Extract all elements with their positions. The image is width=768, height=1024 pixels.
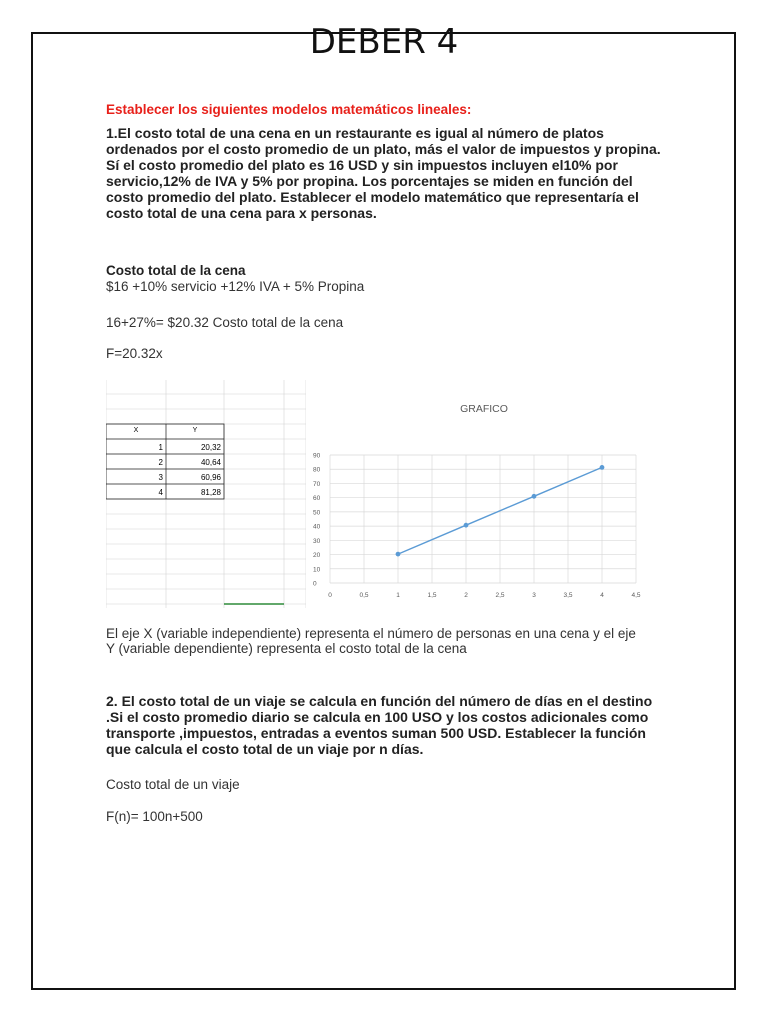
problem-2-line: 2. El costo total de un viaje se calcula en función del número de días en el destino <box>106 693 653 709</box>
spreadsheet-canvas <box>106 380 666 608</box>
table-cell-x: 4 <box>158 488 163 497</box>
problem-1-heading: Costo total de la cena <box>106 263 246 278</box>
y-tick-label: 20 <box>313 552 321 560</box>
x-tick-label: 1 <box>396 592 400 599</box>
problem-2-formula: F(n)= 100n+500 <box>106 809 203 824</box>
y-tick-label: 50 <box>313 509 321 517</box>
y-tick-label: 40 <box>313 523 321 531</box>
x-tick-label: 4 <box>600 592 604 599</box>
table-cell-y: 60,96 <box>200 473 221 482</box>
table-header-y: Y <box>192 427 198 434</box>
x-tick-label: 4,5 <box>631 592 641 599</box>
problem-1-line: costo promedio del plato. Establecer el modelo matemático que representaría el <box>106 189 639 205</box>
x-tick-label: 0,5 <box>359 592 369 599</box>
problem-1-formula: F=20.32x <box>106 346 163 361</box>
problem-2-line: que calcula el costo total de un viaje por n días. <box>106 741 424 757</box>
y-tick-label: 70 <box>313 480 321 488</box>
problem-1-line: 1.El costo total de una cena en un restaurante es igual al número de platos <box>106 125 604 141</box>
y-tick-label: 30 <box>313 537 321 545</box>
x-tick-label: 2,5 <box>495 592 505 599</box>
x-tick-label: 0 <box>328 592 332 599</box>
problem-1-line: costo total de una cena para x personas. <box>106 205 377 221</box>
problem-1-line1: $16 +10% servicio +12% IVA + 5% Propina <box>106 279 365 294</box>
y-tick-label: 90 <box>313 452 321 460</box>
y-tick-label: 0 <box>313 580 317 588</box>
chart-area <box>306 380 666 608</box>
problem-2-heading: Costo total de un viaje <box>106 777 240 792</box>
problem-2-line: .Si el costo promedio diario se calcula en 100 USO y los costos adicionales como <box>106 709 649 725</box>
data-point <box>464 523 469 528</box>
conclusion-line: Y (variable dependiente) representa el costo total de la cena <box>106 641 467 656</box>
problem-2-line: transporte ,impuestos, entradas a eventos suman 500 USD. Establecer la función <box>106 725 646 741</box>
data-point <box>396 552 401 557</box>
conclusion-line: El eje X (variable independiente) representa el número de personas en una cena y el eje <box>106 626 636 641</box>
x-tick-label: 3 <box>532 592 536 599</box>
data-point <box>532 494 537 499</box>
table-cell-y: 40,64 <box>200 458 221 467</box>
y-tick-label: 60 <box>313 495 321 503</box>
spreadsheet-embed <box>106 380 666 608</box>
y-tick-label: 10 <box>313 566 321 574</box>
table-cell-x: 1 <box>158 443 163 452</box>
table-cell-x: 3 <box>158 473 163 482</box>
problem-1-line: ordenados por el costo promedio de un plato, más el valor de impuestos y propina. <box>106 141 661 157</box>
page-title: DEBER 4 <box>309 22 459 62</box>
subtitle: Establecer los siguientes modelos matemáticos lineales: <box>106 102 472 117</box>
x-tick-label: 2 <box>464 592 468 599</box>
y-tick-label: 80 <box>313 466 321 474</box>
problem-1-line2: 16+27%= $20.32 Costo total de la cena <box>106 315 344 330</box>
x-tick-label: 1,5 <box>427 592 437 599</box>
table-header-x: X <box>133 427 139 434</box>
data-point <box>600 465 605 470</box>
chart-title: GRAFICO <box>460 403 508 415</box>
problem-1-line: Sí el costo promedio del plato es 16 USD y sin impuestos incluyen el10% por <box>106 157 618 173</box>
table-cell-y: 81,28 <box>200 488 221 497</box>
table-cell-x: 2 <box>158 458 163 467</box>
problem-1-line: servicio,12% de IVA y 5% por propina. Los porcentajes se miden en función del <box>106 173 633 189</box>
x-tick-label: 3,5 <box>563 592 573 599</box>
table-cell-y: 20,32 <box>200 443 221 452</box>
data-table <box>106 424 224 499</box>
